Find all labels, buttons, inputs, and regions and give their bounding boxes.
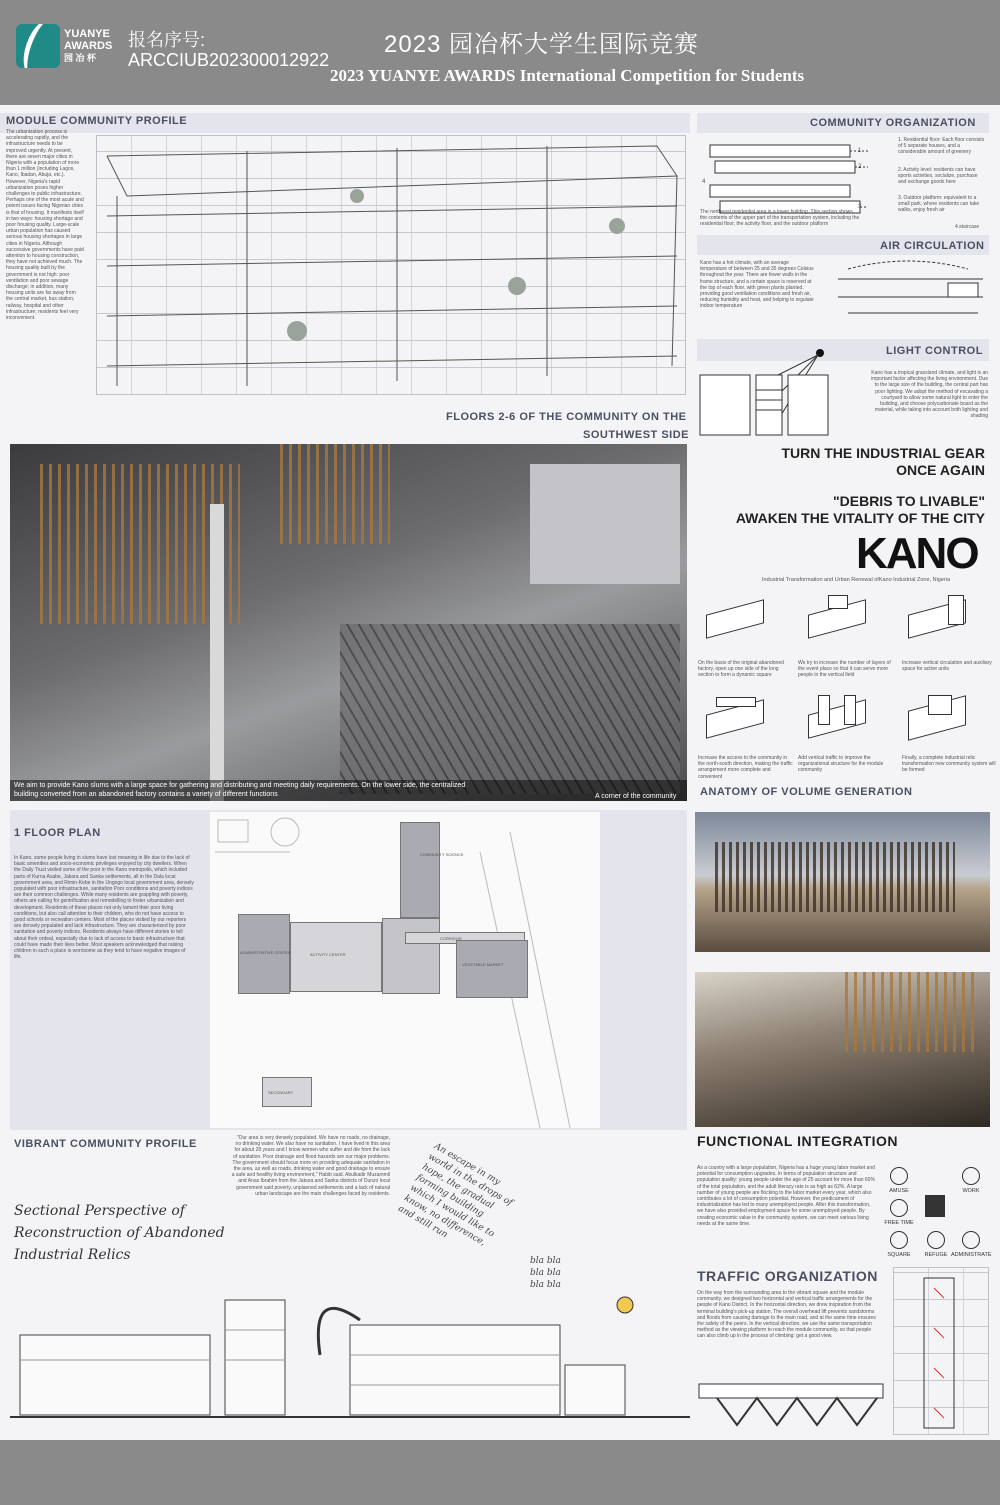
render-walkway [340, 624, 680, 794]
concept-head-2-line1: "DEBRIS TO LIVABLE" [833, 493, 985, 509]
org-item-1: 1. Residential floor: Each floor consists of 5 separate houses, and a considerable amount of greenery [898, 137, 985, 156]
free-time-label: FREE TIME [884, 1220, 914, 1226]
square-label: SQUARE [887, 1252, 911, 1258]
render-corner-caption: A corner of the community [595, 793, 677, 800]
amuse-icon [890, 1167, 908, 1185]
functional-title: FUNCTIONAL INTEGRATION [697, 1133, 899, 1149]
section-lines-svg [97, 136, 687, 396]
vibrant-title: VIBRANT COMMUNITY PROFILE [14, 1138, 197, 1150]
plan-label-activity: ACTIVITY CENTER [310, 952, 346, 957]
interior-photo [695, 972, 990, 1127]
module-profile-text: The urbanization process is accelerating rapidly, and the infrastructure needs to be improved urgently. At present, there are seven major cities in Nigeria with a population of more than 1 million (including Lagos, Kano, Ibadan, Abuja, etc.). However, Nigeria's rapid urbanization poses higher challenges to public infrastructure. Perhaps one of the most acute and potent issues facing Nigerian cities is that of housing. It manifests itself in two ways: housing shortage and poor housing quality. Large-scale urban population has caused serious housing shortages in large cities in Nigeria. Although successive governments have paid attention to housing construction, they have not achieved much. The housing quality built by the government is not high: poor ventilation and poor sewage discharge; in addition, many housing units are far away from the central market, bus station, railway, hospital and other infrastructure; residents feel very inconvenient. [6, 129, 84, 322]
render-building-block [530, 464, 680, 584]
concept-head-2-line2: AWAKEN THE VITALITY OF THE CITY [735, 510, 985, 526]
org-item-3: 3. Outdoor platform: equivalent to a small park, where residents can take walks, enjoy fresh air [898, 195, 980, 214]
volume-step-6-text: Finally, a complete industrial relic transformation new community system will be formed [902, 755, 996, 774]
org-item-2: 2. Activity level: residents can have sports activities, socialize, purchase and exchange goods here [898, 167, 978, 186]
floor-plan-title: 1 FLOOR PLAN [14, 827, 101, 839]
plan-vegetable-market [456, 940, 528, 998]
concept-head-1-line1: TURN THE INDUSTRIAL GEAR [781, 445, 985, 461]
kano-subtitle: Industrial Transformation and Urban Renewal ofKano Industrial Zone, Nigeria [762, 577, 951, 583]
render-column [210, 504, 224, 801]
floor-plan-text: In Kano, some people living in slums have lost meaning in life due to the lack of basic amenities and socio-economic privileges enjoyed by city dwellers. When the Daily Trust visited some of the poor in the Kano metropolis, which included parts of Kurna Asabe, Jakara and Sanka settlements, all in the Dala local government area, and Rimin-Kebe in the Ungogo local government area, densely populated with poor infrastructure, sanitation Poor conditions and poverty indices are their common challenges. While many residents are grappling with poverty, others are calling for gentrification and remodelling to foster urbanization and development. Residents of these places not only lament their poor living conditions, but also call attention to their children, who do not have access to good schools or recreation centers. Most of the places visited by our reporters are densely populated and lack infrastructure. They are characterized by poor sanitation and poverty indices. Residents always have different stories to tell about their ordeal, especially due to lack of access to basic infrastructure that could have made their lives better. Most speakers acknowledged that raising children in such a place is worrisome as they tend to have negative images of life. [14, 855, 194, 961]
registration-label: 报名序号: [128, 30, 206, 50]
square-icon [890, 1231, 908, 1249]
org-num-4: 4 [702, 179, 706, 185]
anatomy-title: ANATOMY OF VOLUME GENERATION [700, 786, 913, 798]
floor-plan-drawing [210, 812, 600, 1128]
bla-scribble: bla bla bla bla bla bla [530, 1256, 561, 1290]
free-time-icon [890, 1199, 908, 1217]
traffic-title: TRAFFIC ORGANIZATION [697, 1268, 878, 1284]
volume-step-3-icon [908, 595, 968, 635]
volume-step-3-text: Increase vertical circulation and auxiliary space for active units [902, 660, 992, 673]
module-profile-title: MODULE COMMUNITY PROFILE [6, 115, 188, 127]
building-hub-icon [925, 1195, 945, 1217]
volume-step-5-text: Add vertical traffic to improve the organizational structure for the module community [798, 755, 884, 774]
refuge-label: REFUGE [924, 1252, 948, 1258]
plan-label-community-science: COMMUNITY SCIENCE [420, 852, 464, 857]
volume-step-4-text: Increase the access to the community in the north-south direction, making the traffic arrangement more complete and convenient [698, 755, 793, 780]
org-text: The northeast residential area is a tower building. This section shows the contents of the upper part of the transportation system, including the residential floor, the activity floor, and the outdoor platform [700, 209, 860, 228]
work-label: WORK [962, 1188, 980, 1194]
plan-label-market: VEGETABLE MARKET [462, 962, 504, 967]
logo-line-1: YUANYE [64, 28, 110, 40]
org-num-1: 1 [858, 148, 862, 154]
volume-step-1-text: On the basis of the original abandoned factory, open up one side of the long section to form a dynamic square [698, 660, 784, 679]
facade-screen [715, 842, 955, 912]
light-text: Kano has a tropical grassland climate, and light is an important factor affecting the living environment. Due to the large size of the building, the central part has poor lighting. We adopt the method of excavating a courtyard to allow some natural light to enter the building, and choose polycarbonate board as the material, while taking into account both lighting and shading [871, 370, 988, 420]
render-caption: We aim to provide Kano slums with a large space for gathering and distributing and meeting daily requirements. On the lower side, the centralized building converted from an abandoned factory contains a variety of different functions [14, 782, 466, 798]
concept-head-2 [700, 493, 985, 527]
overhead-walkway-diagram [697, 1380, 887, 1430]
kano-logo: KANO [856, 529, 978, 578]
air-text: Kano has a hot climate, with an average temperature of between 25 and 35 degrees Celsius throughout the year. There are fewer walls in the frame structure, and a certain space is reserved at the top of each floor, with green plants planted, providing good ventilation conditions and fresh air, reducing humidity and heat, and helping to regulate indoor temperature [700, 260, 814, 310]
amuse-label: AMUSE [889, 1188, 909, 1194]
competition-title-cn: 2023 园冶杯大学生国际竞赛 [384, 31, 700, 58]
plan-block-3 [382, 918, 440, 994]
air-diagram [828, 257, 988, 327]
volume-step-5-icon [808, 695, 868, 735]
volume-step-2-text: We try to increase the number of layers of the event place so that it can serve more people in the vertical field [798, 660, 891, 679]
logo-text [64, 28, 112, 64]
vibrant-quote: "Our area is very densely populated. We have no roads, no drainage, no drinking water. We also have no sanitation. I have lived in this area for about 28 years and I know women who suffer and die from the lack of sanitation. Poor drainage and flood hazards are our major problems. The government should focus more on providing adequate sanitation in the area, as well as roads, drinking water and good drainage to ensure a safe and healthy living environment," Habib said. Abulkadir Muzammil and Anas Ibrahim from the Jakara and Sanka districts of Dunzo local government said poverty, unplanned settlements and a lack of natural urban landscape are the main challenges faced by residents. [231, 1135, 390, 1197]
floors-caption-line2: SOUTHWEST SIDE [583, 429, 690, 441]
module-section-drawing [96, 135, 686, 395]
stair-tower-svg [894, 1268, 990, 1436]
work-icon [962, 1167, 980, 1185]
org-item-4: 4.staircase [955, 224, 980, 230]
yuanye-logo [16, 24, 124, 68]
volume-step-2-icon [808, 595, 868, 635]
footer-bar [0, 1440, 1000, 1505]
plan-label-admin: ADMINISTRATIVE CENTER [240, 950, 291, 955]
poster-board [0, 105, 1000, 1440]
volume-step-1-icon [706, 595, 766, 635]
floors-caption-line1: FLOORS 2-6 OF THE COMMUNITY ON THE [446, 411, 687, 423]
render-slats-top [280, 444, 390, 544]
administrate-label: ADMINISTRATE [951, 1252, 992, 1258]
plan-label-corridor: CORRIDOR [440, 936, 462, 941]
administrate-icon [962, 1231, 980, 1249]
air-title: AIR CIRCULATION [880, 240, 985, 252]
vertical-traffic-drawing [893, 1267, 989, 1435]
volume-step-6-icon [908, 695, 968, 735]
plan-community-science [400, 822, 440, 918]
org-num-2: 2 [858, 164, 862, 170]
volume-step-4-icon [706, 695, 766, 735]
lightbulb-icon [617, 1297, 633, 1313]
org-num-3: 3 [858, 204, 862, 210]
traffic-text: On the way from the surrounding area to the vibrant square and the module community, we designed two horizontal and vertical traffic arrangements for the people of Kano District. In the horizontal direction, we drew inspiration from the terminal building's pick-up station. The overall overhead lift prevents sandstorms and floods from causing damage to the main road, and at the same time ensures the safety of the peers. In the vertical direction, we use the same transportation method as the viewing platform to reach the module community, so that people can also climb up in the process of climbing: get a good view. [697, 1290, 876, 1340]
concept-head-1 [700, 445, 985, 479]
logo-line-3: 园 冶 杯 [64, 53, 97, 63]
light-title: LIGHT CONTROL [886, 345, 983, 357]
sketch-title: Sectional Perspective of Reconstruction of Abandoned Industrial Relics [14, 1203, 225, 1263]
handwritten-note: An escape in my world in the drops of hope, the gradual forming building which I would like to know, no difference, and still run [396, 1141, 514, 1249]
header-bar [0, 0, 1000, 105]
facade-photo [695, 812, 990, 952]
main-render-image [10, 444, 687, 801]
competition-title-en: 2023 YUANYE AWARDS International Competition for Students [330, 66, 805, 85]
light-diagram [698, 345, 838, 437]
yuanye-logo-mark-icon [16, 24, 60, 68]
plan-label-secondary: SECONDARY [268, 1090, 294, 1095]
community-org-title: COMMUNITY ORGANIZATION [810, 117, 976, 129]
vibrant-section-sketch [10, 1265, 690, 1435]
registration-number: ARCCIUB202300012922 [128, 50, 330, 70]
refuge-icon [927, 1231, 945, 1249]
logo-line-2: AWARDS [64, 40, 113, 52]
functional-text: As a country with a large population, Nigeria has a huge young labor market and potential for consumption upgrades. In terms of population structure and population quality: young people under the age of 25 account for more than 60% of the total population, and the adult literacy rate is as high as 62%. A large number of young people are flocking to the labor market every year, which also contributes a lot of consumption potential. However, the predicament of industrialization has led to many unemployed people. After this transformation, we have also provided employment space for some unemployed people. By creating economic value in the community system, we can meet various living needs at the same time. [697, 1165, 875, 1227]
concept-head-1-line2: ONCE AGAIN [896, 462, 985, 478]
interior-slats [845, 972, 975, 1052]
